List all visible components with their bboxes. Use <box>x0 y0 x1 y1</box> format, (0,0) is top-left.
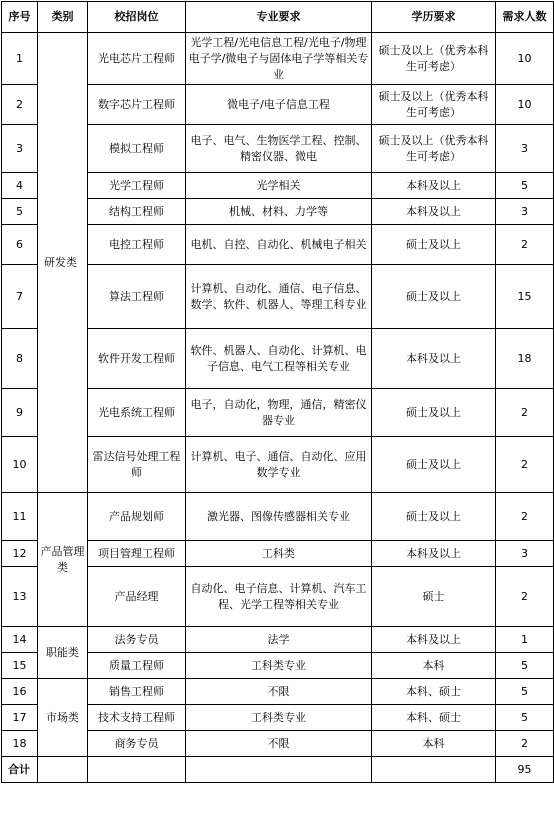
row-count: 10 <box>496 85 554 125</box>
row-major: 光学工程/光电信息工程/光电子/物理电子学/微电子与固体电子学等相关专业 <box>186 33 372 85</box>
category-cell: 产品管理类 <box>38 493 88 627</box>
row-major: 工科类 <box>186 541 372 567</box>
row-major: 软件、机器人、自动化、计算机、电子信息、电气工程等相关专业 <box>186 329 372 389</box>
row-no: 13 <box>2 567 38 627</box>
row-education: 硕士及以上（优秀本科生可考虑） <box>372 85 496 125</box>
row-no: 10 <box>2 437 38 493</box>
category-cell: 市场类 <box>38 679 88 757</box>
row-position: 电控工程师 <box>88 225 186 265</box>
total-empty-cell <box>186 757 372 783</box>
row-education: 硕士及以上 <box>372 493 496 541</box>
row-count: 2 <box>496 437 554 493</box>
row-count: 3 <box>496 541 554 567</box>
row-position: 项目管理工程师 <box>88 541 186 567</box>
row-major: 不限 <box>186 679 372 705</box>
row-position: 软件开发工程师 <box>88 329 186 389</box>
row-education: 本科及以上 <box>372 199 496 225</box>
row-count: 2 <box>496 493 554 541</box>
row-no: 17 <box>2 705 38 731</box>
row-position: 光学工程师 <box>88 173 186 199</box>
row-count: 5 <box>496 679 554 705</box>
row-education: 本科、硕士 <box>372 679 496 705</box>
header-row <box>2 2 554 33</box>
header-category: 类别 <box>38 2 88 33</box>
row-count: 3 <box>496 125 554 173</box>
row-education: 硕士及以上（优秀本科生可考虑） <box>372 125 496 173</box>
header-no: 序号 <box>2 2 38 33</box>
row-position: 光电芯片工程师 <box>88 33 186 85</box>
row-position: 销售工程师 <box>88 679 186 705</box>
row-count: 1 <box>496 627 554 653</box>
row-count: 2 <box>496 225 554 265</box>
row-major: 微电子/电子信息工程 <box>186 85 372 125</box>
row-no: 12 <box>2 541 38 567</box>
row-major: 计算机、自动化、通信、电子信息、数学、软件、机器人、等理工科专业 <box>186 265 372 329</box>
row-education: 本科及以上 <box>372 173 496 199</box>
category-cell: 职能类 <box>38 627 88 679</box>
row-no: 1 <box>2 33 38 85</box>
total-label: 合计 <box>2 757 38 783</box>
table-row <box>2 679 554 705</box>
row-major: 工科类专业 <box>186 705 372 731</box>
row-major: 光学相关 <box>186 173 372 199</box>
row-major: 不限 <box>186 731 372 757</box>
row-count: 2 <box>496 567 554 627</box>
total-count: 95 <box>496 757 554 783</box>
row-count: 5 <box>496 705 554 731</box>
header-major: 专业要求 <box>186 2 372 33</box>
row-no: 5 <box>2 199 38 225</box>
row-education: 本科及以上 <box>372 541 496 567</box>
row-position: 雷达信号处理工程师 <box>88 437 186 493</box>
header-education: 学历要求 <box>372 2 496 33</box>
row-count: 18 <box>496 329 554 389</box>
row-education: 硕士及以上（优秀本科生可考虑） <box>372 33 496 85</box>
header-count: 需求人数 <box>496 2 554 33</box>
row-education: 本科 <box>372 731 496 757</box>
row-count: 5 <box>496 653 554 679</box>
row-major: 电机、自控、自动化、机械电子相关 <box>186 225 372 265</box>
row-position: 结构工程师 <box>88 199 186 225</box>
row-count: 15 <box>496 265 554 329</box>
row-no: 7 <box>2 265 38 329</box>
table-row <box>2 627 554 653</box>
row-position: 技术支持工程师 <box>88 705 186 731</box>
row-position: 质量工程师 <box>88 653 186 679</box>
total-empty-cell <box>38 757 88 783</box>
row-major: 机械、材料、力学等 <box>186 199 372 225</box>
row-no: 4 <box>2 173 38 199</box>
row-education: 本科及以上 <box>372 627 496 653</box>
row-major: 电子、电气、生物医学工程、控制、精密仪器、微电 <box>186 125 372 173</box>
row-no: 15 <box>2 653 38 679</box>
total-empty-cell <box>88 757 186 783</box>
row-no: 8 <box>2 329 38 389</box>
row-position: 光电系统工程师 <box>88 389 186 437</box>
row-count: 5 <box>496 173 554 199</box>
row-education: 硕士及以上 <box>372 225 496 265</box>
row-education: 本科 <box>372 653 496 679</box>
category-cell: 研发类 <box>38 33 88 493</box>
row-count: 3 <box>496 199 554 225</box>
row-count: 10 <box>496 33 554 85</box>
row-education: 本科及以上 <box>372 329 496 389</box>
row-no: 18 <box>2 731 38 757</box>
row-major: 激光器、图像传感器相关专业 <box>186 493 372 541</box>
row-position: 法务专员 <box>88 627 186 653</box>
header-position: 校招岗位 <box>88 2 186 33</box>
row-major: 法学 <box>186 627 372 653</box>
table-row <box>2 493 554 541</box>
total-row <box>2 757 554 783</box>
row-position: 产品规划师 <box>88 493 186 541</box>
row-count: 2 <box>496 389 554 437</box>
row-position: 产品经理 <box>88 567 186 627</box>
row-education: 硕士 <box>372 567 496 627</box>
row-no: 2 <box>2 85 38 125</box>
row-education: 本科、硕士 <box>372 705 496 731</box>
row-position: 模拟工程师 <box>88 125 186 173</box>
total-empty-cell <box>372 757 496 783</box>
row-education: 硕士及以上 <box>372 265 496 329</box>
row-major: 工科类专业 <box>186 653 372 679</box>
row-major: 自动化、电子信息、计算机、汽车工程、光学工程等相关专业 <box>186 567 372 627</box>
row-major: 电子，自动化，物理，通信，精密仪器专业 <box>186 389 372 437</box>
row-no: 3 <box>2 125 38 173</box>
row-position: 商务专员 <box>88 731 186 757</box>
row-no: 9 <box>2 389 38 437</box>
row-no: 16 <box>2 679 38 705</box>
row-major: 计算机、电子、通信、自动化、应用数学专业 <box>186 437 372 493</box>
table-row <box>2 33 554 85</box>
row-count: 2 <box>496 731 554 757</box>
row-position: 数字芯片工程师 <box>88 85 186 125</box>
row-education: 硕士及以上 <box>372 389 496 437</box>
row-no: 14 <box>2 627 38 653</box>
row-no: 11 <box>2 493 38 541</box>
row-position: 算法工程师 <box>88 265 186 329</box>
row-education: 硕士及以上 <box>372 437 496 493</box>
row-no: 6 <box>2 225 38 265</box>
recruitment-table <box>1 1 554 783</box>
